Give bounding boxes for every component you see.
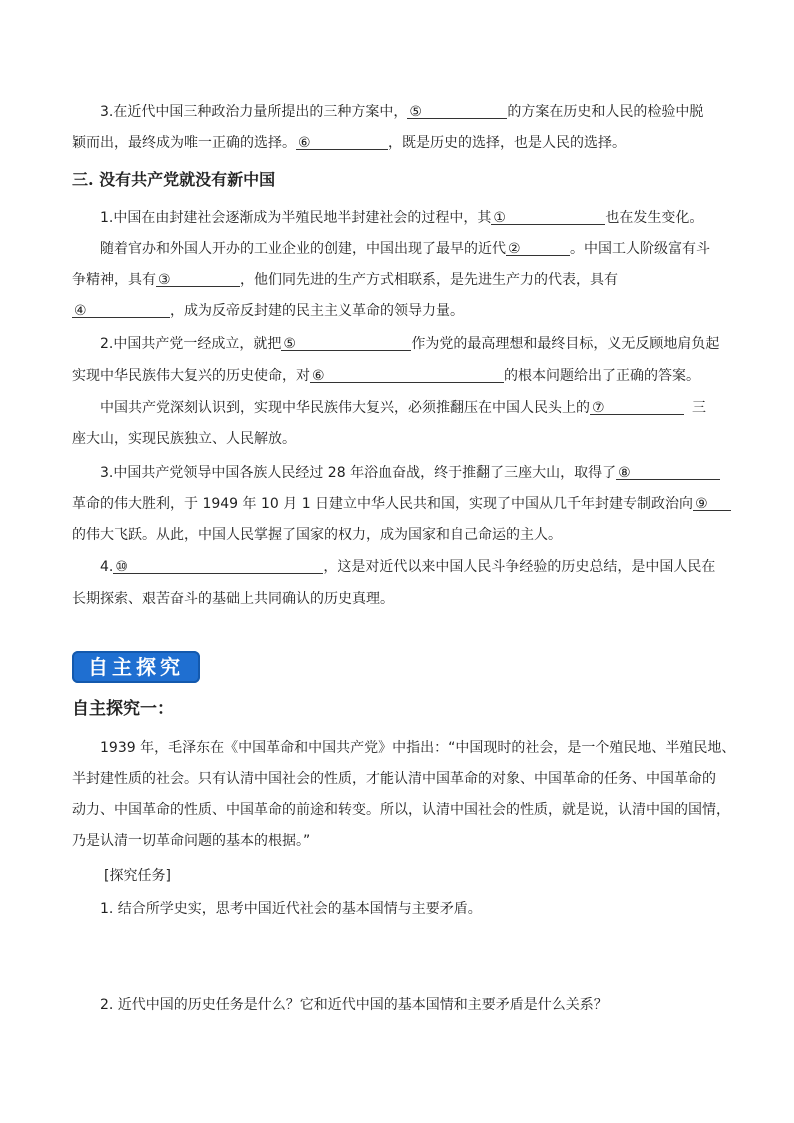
para-1-line-2	[100, 239, 732, 259]
text: 三	[692, 400, 706, 416]
blank-marker: ①	[493, 210, 506, 226]
text: 的伟大飞跃。从此，中国人民掌握了国家的权力，成为国家和自己命运的主人。	[72, 527, 562, 543]
text: ，他们同先进的生产方式相联系，是先进生产力的代表，具有	[240, 272, 618, 288]
text: 乃是认清一切革命问题的基本的根据。”	[72, 833, 311, 849]
text: ，这是对近代以来中国人民斗争经验的历史总结，是中国人民在	[323, 559, 716, 575]
blank-marker: ⑨	[695, 496, 708, 512]
self-explore-badge: 自主探究	[72, 651, 200, 683]
para-2-line-4	[72, 429, 732, 449]
para-4-line-2	[72, 589, 732, 609]
text: 颖而出，最终成为唯一正确的选择。	[72, 135, 296, 151]
blank-marker: ⑦	[592, 400, 605, 416]
para-3-line-1	[100, 463, 732, 483]
blank-marker: ⑥	[298, 135, 311, 151]
blank-9[interactable]	[693, 494, 731, 511]
blank-7[interactable]	[590, 398, 684, 415]
text: 长期探索、艰苦奋斗的基础上共同确认的历史真理。	[72, 591, 394, 607]
quote-line-4	[72, 831, 732, 851]
text: 。中国工人阶级富有斗	[570, 241, 710, 257]
text: 作为党的最高理想和最终目标，义无反顾地肩负起	[411, 336, 720, 352]
scheme-line-2	[72, 133, 732, 153]
blank-marker: ⑤	[283, 336, 296, 352]
para-2-line-1	[100, 334, 732, 354]
blank-5[interactable]	[407, 102, 507, 119]
text: 革命的伟大胜利，于 1949 年 10 月 1 日建立中华人民共和国，实现了中国从几千年封建专制政治向	[72, 496, 694, 512]
scheme-line-1	[100, 102, 732, 122]
blank-marker: ⑩	[115, 559, 128, 575]
text: 1939 年，毛泽东在《中国革命和中国共产党》中指出：“中国现时的社会，是一个殖民地、半殖民地、	[100, 740, 736, 756]
blank-marker: ⑧	[618, 465, 631, 481]
text: 2. 近代中国的历史任务是什么？它和近代中国的基本国情和主要矛盾是什么关系？	[100, 997, 608, 1013]
blank-1[interactable]	[491, 208, 605, 225]
para-2-line-3	[100, 398, 732, 418]
para-1-line-4	[72, 301, 732, 321]
quote-line-3	[72, 800, 732, 820]
text: 2.中国共产党一经成立，就把	[100, 336, 282, 352]
para-2-line-2	[72, 366, 732, 386]
blank-marker: ⑤	[409, 104, 422, 120]
blank-marker: ③	[158, 272, 171, 288]
text: 3.在近代中国三种政治力量所提出的三种方案中，	[100, 104, 408, 120]
task-2	[100, 995, 732, 1015]
blank-2[interactable]	[506, 239, 570, 256]
text: 半封建性质的社会。只有认清中国社会的性质，才能认清中国革命的对象、中国革命的任务、中国革命的	[72, 771, 716, 787]
blank-5b[interactable]	[281, 334, 411, 351]
para-1-line-3	[72, 270, 732, 290]
blank-marker: ⑥	[312, 368, 325, 384]
text: 随着官办和外国人开办的工业企业的创建，中国出现了最早的近代	[100, 241, 506, 257]
text: 争精神，具有	[72, 272, 156, 288]
blank-10[interactable]	[113, 557, 323, 574]
text: 的根本问题给出了正确的答案。	[504, 368, 700, 384]
text: 3.中国共产党领导中国各族人民经过 28 年浴血奋战，终于推翻了三座大山，取得了	[100, 465, 617, 481]
quote-line-1	[100, 738, 736, 758]
text: [探究任务]	[104, 868, 171, 884]
blank-marker: ②	[508, 241, 521, 257]
blank-8[interactable]	[616, 463, 720, 480]
para-4-line-1	[100, 557, 732, 577]
text: 1. 结合所学史实，思考中国近代社会的基本国情与主要矛盾。	[100, 901, 482, 917]
section-heading-3: 三. 没有共产党就没有新中国	[72, 170, 276, 189]
text: ，成为反帝反封建的民主主义革命的领导力量。	[170, 303, 464, 319]
blank-3[interactable]	[156, 270, 240, 287]
blank-6[interactable]	[296, 133, 388, 150]
text: 中国共产党深刻认识到，实现中华民族伟大复兴，必须推翻压在中国人民头上的	[100, 400, 590, 416]
para-1-line-1	[100, 208, 732, 228]
text: 的方案在历史和人民的检验中脱	[507, 104, 704, 120]
text: 动力、中国革命的性质、中国革命的前途和转变。所以，认清中国社会的性质，就是说，认清中国的国情，	[72, 802, 730, 818]
para-3-line-3	[72, 525, 732, 545]
task-1	[100, 899, 732, 919]
text: 也在发生变化。	[605, 210, 704, 226]
text: 4.	[100, 559, 114, 575]
blank-4[interactable]	[72, 301, 170, 318]
text: 1.中国在由封建社会逐渐成为半殖民地半封建社会的过程中，其	[100, 210, 492, 226]
explore-title: 自主探究一：	[72, 699, 174, 719]
text: ，既是历史的选择，也是人民的选择。	[388, 135, 626, 151]
task-label	[104, 866, 704, 886]
text: 实现中华民族伟大复兴的历史使命，对	[72, 368, 310, 384]
quote-line-2	[72, 769, 732, 789]
para-3-line-2	[72, 494, 732, 514]
blank-6b[interactable]	[310, 366, 504, 383]
text: 座大山，实现民族独立、人民解放。	[72, 431, 296, 447]
blank-marker: ④	[74, 303, 87, 319]
